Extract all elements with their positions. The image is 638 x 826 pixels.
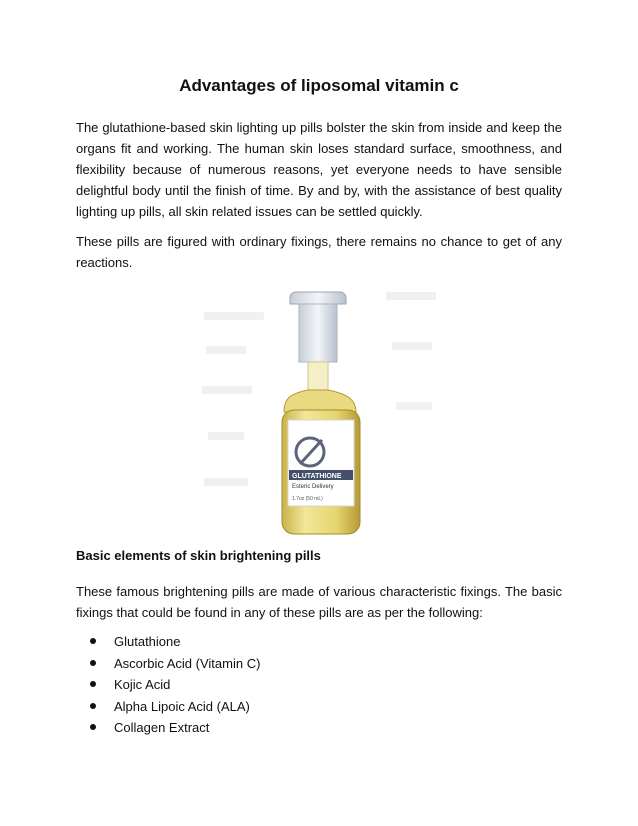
bullet-icon xyxy=(90,703,96,709)
label-subtitle: Esteric Delivery xyxy=(292,484,334,490)
list-item-label: Kojic Acid xyxy=(114,677,171,692)
list-item-label: Ascorbic Acid (Vitamin C) xyxy=(114,655,261,671)
section-heading: Basic elements of skin brightening pills xyxy=(76,548,321,563)
list-item-label: Alpha Lipoic Acid (ALA) xyxy=(114,698,250,714)
product-bottle-image xyxy=(196,282,446,540)
label-volume: 1.7oz (50 mL) xyxy=(292,496,323,502)
list-item-label: Glutathione xyxy=(114,634,181,649)
label-title: GLUTATHIONE xyxy=(292,473,342,480)
page-title: Advantages of liposomal vitamin c xyxy=(179,76,459,95)
bullet-icon xyxy=(90,681,96,687)
intro-paragraph: The glutathione-based skin lighting up pills bolster the skin from inside and keep the organs fit and working. The human skin loses standard surface, smoothness, and flexibility because of numerous reasons, yet everyone needs to have sensible delightful body until the finish of time. By and by, with the assistance of best quality lighting up pills, all skin related issues can be settled quickly. xyxy=(76,120,562,219)
list-item xyxy=(90,696,260,718)
ingredients-list xyxy=(90,631,260,739)
bullet-icon xyxy=(90,638,96,644)
list-item xyxy=(90,717,260,739)
list-item xyxy=(90,631,260,653)
section-intro: These famous brightening pills are made of various characteristic fixings. The basic fixings that could be found in any of these pills are as per the following: xyxy=(76,584,562,620)
list-item xyxy=(90,674,260,696)
list-item-label: Collagen Extract xyxy=(114,720,210,735)
bullet-icon xyxy=(90,724,96,730)
fixings-paragraph: These pills are figured with ordinary fixings, there remains no chance to get of any reactions. xyxy=(76,234,562,270)
list-item xyxy=(90,653,260,675)
bullet-icon xyxy=(90,660,96,666)
